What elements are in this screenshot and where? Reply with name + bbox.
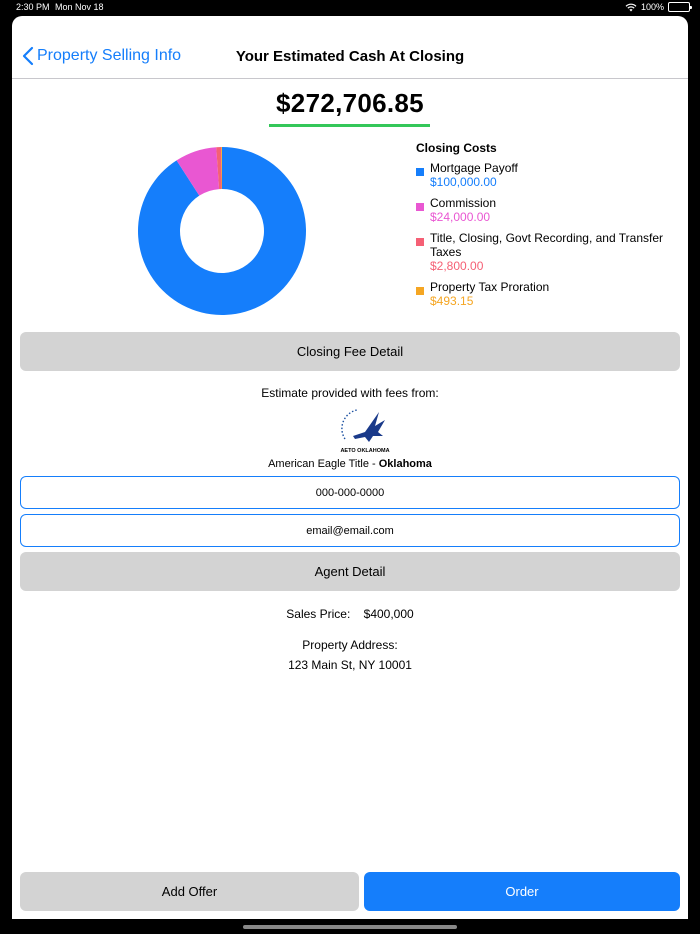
add-offer-button[interactable]: Add Offer xyxy=(20,872,359,911)
provider-name-prefix: American Eagle Title - xyxy=(268,458,379,470)
legend-value: $24,000.00 xyxy=(430,210,491,224)
estimated-cash-total: $272,706.85 xyxy=(276,88,424,118)
order-button[interactable]: Order xyxy=(364,872,680,911)
status-indicators xyxy=(625,2,690,12)
phone-field[interactable] xyxy=(20,476,680,509)
closing-costs-donut-chart xyxy=(132,141,312,321)
sales-price-row xyxy=(12,607,688,621)
legend-swatch xyxy=(416,203,424,211)
logo-text: AETO OKLAHOMA xyxy=(340,448,390,454)
chart-legend xyxy=(416,141,686,315)
home-indicator xyxy=(243,925,457,929)
email-field[interactable] xyxy=(20,514,680,547)
legend-swatch xyxy=(416,287,424,295)
legend-label: Property Tax Proration xyxy=(430,280,550,294)
agent-detail-button[interactable]: Agent Detail xyxy=(20,552,680,591)
legend-label: Title, Closing, Govt Recording, and Transfer Taxes xyxy=(430,231,663,259)
battery-icon xyxy=(668,2,690,12)
legend-swatch xyxy=(416,238,424,246)
status-time: 2:30 PM xyxy=(16,2,50,12)
total-underline xyxy=(269,124,430,127)
sales-price-value: $400,000 xyxy=(363,607,414,621)
property-address-value: 123 Main St, NY 10001 xyxy=(288,658,412,672)
estimate-provider-text: Estimate provided with fees from: xyxy=(261,386,439,400)
legend-item xyxy=(416,196,686,224)
back-button-label: Property Selling Info xyxy=(37,47,182,64)
sales-price-label: Sales Price: xyxy=(286,607,351,621)
legend-value: $493.15 xyxy=(430,294,474,308)
navigation-bar xyxy=(12,16,688,79)
legend-item xyxy=(416,161,686,189)
legend-label: Commission xyxy=(430,196,497,210)
american-eagle-title-logo xyxy=(335,406,395,458)
property-address-label: Property Address: xyxy=(302,638,398,652)
closing-fee-detail-button[interactable]: Closing Fee Detail xyxy=(20,332,680,371)
provider-name xyxy=(12,458,688,470)
status-date: Mon Nov 18 xyxy=(55,2,104,12)
legend-value: $100,000.00 xyxy=(430,175,497,189)
legend-swatch xyxy=(416,168,424,176)
page-title: Your Estimated Cash At Closing xyxy=(235,48,465,65)
battery-percent: 100% xyxy=(640,2,664,12)
legend-item xyxy=(416,280,686,308)
modal-sheet xyxy=(12,16,688,919)
legend-item xyxy=(416,231,686,273)
provider-state: Oklahoma xyxy=(378,458,432,470)
status-bar xyxy=(0,0,700,16)
legend-title: Closing Costs xyxy=(416,141,497,155)
legend-value: $2,800.00 xyxy=(430,259,484,273)
legend-label: Mortgage Payoff xyxy=(430,161,518,175)
wifi-icon xyxy=(625,3,637,12)
